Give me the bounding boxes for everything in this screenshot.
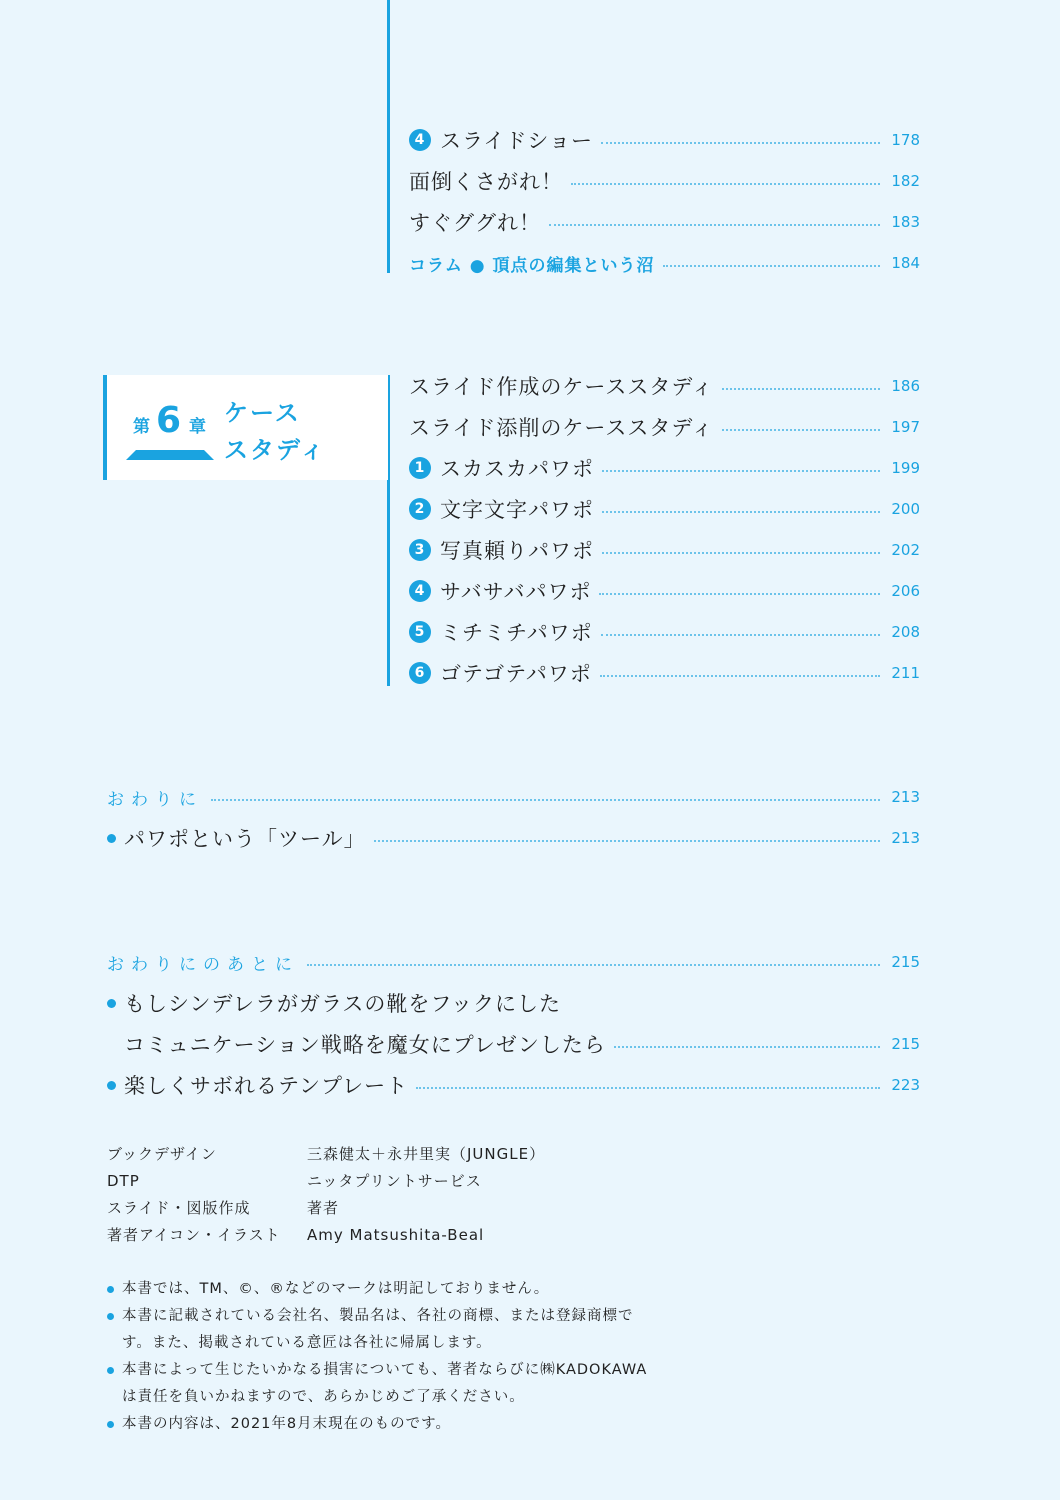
page-number: 199 <box>891 459 920 477</box>
toc-row[interactable]: スライド作成のケーススタディ 186 <box>409 375 920 399</box>
page-number: 213 <box>891 829 920 847</box>
leader-dots <box>602 511 880 513</box>
number-badge-icon: 4 <box>409 129 431 151</box>
bullet-icon <box>107 1286 114 1293</box>
legal-notes <box>107 1276 647 1438</box>
bullet-icon <box>107 1313 114 1320</box>
toc-row[interactable]: 3 写真頼りパワポ 202 <box>409 532 920 568</box>
toc-row[interactable]: パワポという「ツール」 213 <box>107 820 920 856</box>
number-badge-icon: 1 <box>409 457 431 479</box>
leader-dots <box>374 840 880 842</box>
credit-row: DTP ニッタプリントサービス <box>107 1171 482 1190</box>
divider-line-top <box>387 0 390 273</box>
credit-row: スライド・図版作成 著者 <box>107 1199 340 1217</box>
toc-row[interactable]: 1 スカスカパワポ 199 <box>409 450 920 486</box>
page-number: 186 <box>891 377 920 395</box>
toc-row[interactable]: 面倒くさがれ！ 182 <box>409 170 920 194</box>
chapter-heading-bar <box>103 375 107 480</box>
toc-row[interactable]: 2 文字文字パワポ 200 <box>409 491 920 527</box>
bullet-icon <box>107 1367 114 1374</box>
note-item: 本書によって生じたいかなる損害についても、著者ならびに㈱KADOKAWA は責任を負いかねますので、あらかじめご了承ください。 <box>107 1357 647 1411</box>
page-number: 206 <box>891 582 920 600</box>
leader-dots <box>307 964 880 966</box>
chapter-number: 6 <box>156 400 182 441</box>
number-badge-icon: 5 <box>409 621 431 643</box>
number-badge-icon: 3 <box>409 539 431 561</box>
toc-row[interactable]: 5 ミチミチパワポ 208 <box>409 614 920 650</box>
leader-dots <box>549 224 880 226</box>
page-number: 213 <box>891 788 920 806</box>
page-number: 200 <box>891 500 920 518</box>
leader-dots <box>600 675 880 677</box>
credits <box>107 1140 545 1248</box>
toc-row-column[interactable]: コラム ● 頂点の編集という沼 184 <box>409 254 920 276</box>
toc-row[interactable]: 楽しくサボれるテンプレート 223 <box>107 1067 920 1103</box>
toc-row[interactable]: スライド添削のケーススタディ 197 <box>409 416 920 440</box>
leader-dots <box>722 429 880 431</box>
bullet-icon <box>107 999 116 1008</box>
number-badge-icon: 4 <box>409 580 431 602</box>
page-number: 215 <box>891 953 920 971</box>
toc-row-section[interactable]: おわりに 213 <box>107 788 920 810</box>
leader-dots <box>722 388 880 390</box>
page-number: 197 <box>891 418 920 436</box>
page-number: 211 <box>891 664 920 682</box>
page-number: 208 <box>891 623 920 641</box>
bullet-icon <box>107 1081 116 1090</box>
leader-dots <box>601 634 880 636</box>
chapter-prefix: 第 <box>133 417 150 437</box>
credit-row: ブックデザイン 三森健太＋永井里実（JUNGLE） <box>107 1145 546 1163</box>
leader-dots <box>599 593 880 595</box>
toc-row-line1[interactable]: もしシンデレラがガラスの靴をフックにした <box>107 985 920 1021</box>
number-badge-icon: 2 <box>409 498 431 520</box>
note-item: 本書では、TM、©、®などのマークは明記しておりません。 <box>107 1276 647 1303</box>
leader-dots <box>211 799 880 801</box>
page-number: 183 <box>891 213 920 231</box>
page-number: 215 <box>891 1035 920 1053</box>
leader-dots <box>614 1046 880 1048</box>
leader-dots <box>663 265 881 267</box>
toc-row[interactable]: コミュニケーション戦略を魔女にプレゼンしたら 215 <box>124 1033 920 1057</box>
number-badge-icon: 6 <box>409 662 431 684</box>
toc-row-section[interactable]: おわりにのあとに 215 <box>107 953 920 975</box>
bullet-icon <box>107 1421 114 1428</box>
leader-dots <box>602 470 880 472</box>
chapter-title-line1: ケース <box>224 399 301 427</box>
leader-dots <box>601 142 880 144</box>
toc-row[interactable]: 4 サバサバパワポ 206 <box>409 573 920 609</box>
page-number: 184 <box>891 254 920 272</box>
chapter-title-line2: スタディ <box>224 436 327 464</box>
leader-dots <box>602 552 880 554</box>
page-number: 182 <box>891 172 920 190</box>
page-number: 178 <box>891 131 920 149</box>
chapter-suffix: 章 <box>189 417 206 437</box>
toc-row[interactable]: 4 スライドショー 178 <box>409 122 920 158</box>
note-item: 本書の内容は、2021年8月末現在のものです。 <box>107 1411 647 1438</box>
bullet-icon <box>107 834 116 843</box>
note-item: 本書に記載されている会社名、製品名は、各社の商標、または登録商標で す。また、掲載されている意匠は各社に帰属します。 <box>107 1303 647 1357</box>
page-number: 202 <box>891 541 920 559</box>
leader-dots <box>571 183 880 185</box>
page-number: 223 <box>891 1076 920 1094</box>
credit-row: 著者アイコン・イラスト Amy Matsushita-Beal <box>107 1225 485 1244</box>
toc-row[interactable]: すぐググれ！ 183 <box>409 211 920 235</box>
leader-dots <box>416 1087 880 1089</box>
toc-row[interactable]: 6 ゴテゴテパワポ 211 <box>409 655 920 691</box>
